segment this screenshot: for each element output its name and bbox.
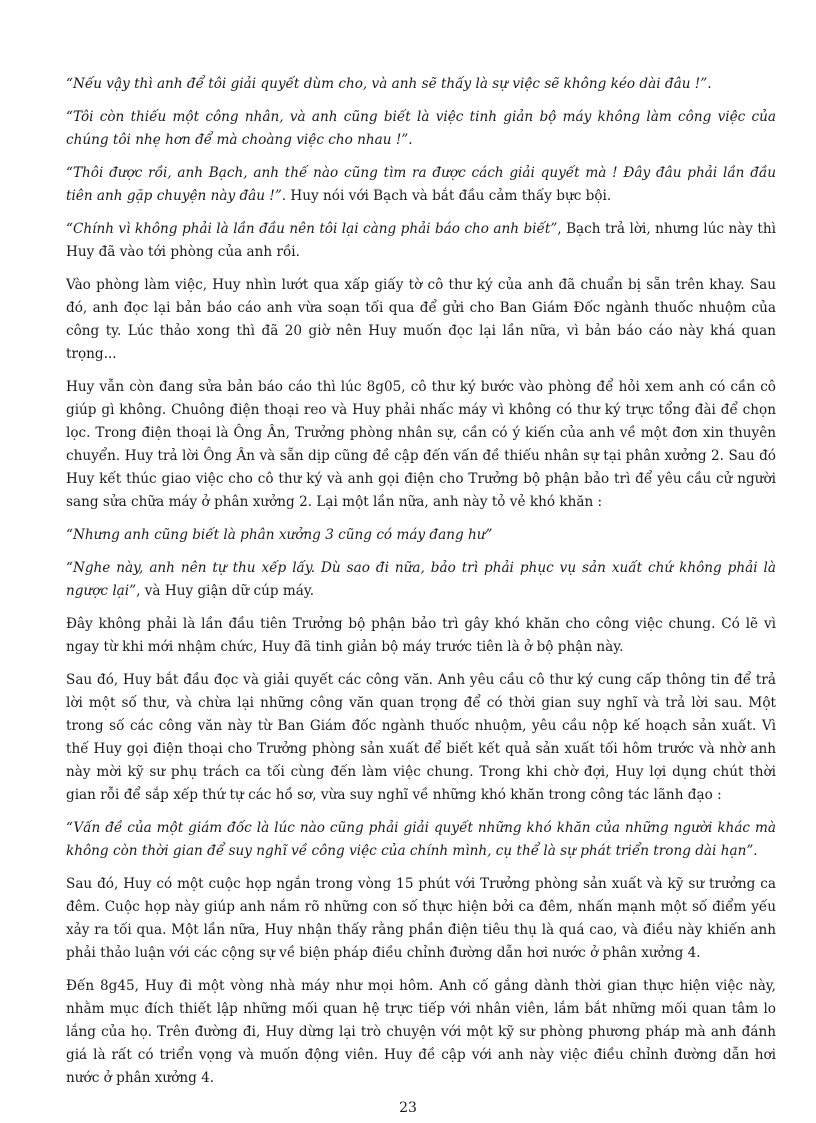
italic-text: “Chính vì không phải là lần đầu nên tôi lại càng phải báo cho anh biết” bbox=[66, 221, 558, 237]
page-number: 23 bbox=[399, 1100, 417, 1116]
paragraph bbox=[66, 873, 776, 965]
normal-text: . Huy nói với Bạch và bắt đầu cảm thấy bực bội. bbox=[281, 188, 612, 204]
paragraph bbox=[66, 669, 776, 807]
normal-text: , và Huy giận dữ cúp máy. bbox=[136, 583, 315, 599]
normal-text: Sau đó, Huy bắt đầu đọc và giải quyết các công văn. Anh yêu cầu cô thư ký cung cấp thông tin để trả lời một số thư, và chừa lại những công văn quan trọng để có thời gian suy nghĩ và trả lời sau. Một trong số các công văn này từ Ban Giám đốc ngành thuốc nhuộm, yêu cầu nộp kế hoạch sản xuất. Vì thế Huy gọi điện thoại cho Trưởng phòng sản xuất để biết kết quả sản xuất tối hôm trước và nhờ anh này mời kỹ sư phụ trách ca tối cùng đến làm việc chung. Trong khi chờ đợi, Huy lợi dụng chút thời gian rỗi để sắp xếp thứ tự các hồ sơ, vừa suy nghĩ về những khó khăn trong công tác lãnh đạo : bbox=[66, 672, 776, 803]
normal-text: Huy vẫn còn đang sửa bản báo cáo thì lúc 8g05, cô thư ký bước vào phòng để hỏi xem anh có cần cô giúp gì không. Chuông điện thoại reo và Huy phải nhấc máy vì không có thư ký trực tổng đài để chọn lọc. Trong điện thoại là Ông Ân, Trưởng phòng nhân sự, cần có ý kiến của anh về một đơn xin thuyên chuyển. Huy trả lời Ông Ân và sẵn dịp cũng đề cập đến vấn đề thiếu nhân sự tại phân xưởng 2. Sau đó Huy kết thúc giao việc cho cô thư ký và anh gọi điện cho Trưởng bộ phận bảo trì để yêu cầu cử người sang sửa chữa máy ở phân xưởng 2. Lại một lần nữa, anh này tỏ vẻ khó khăn : bbox=[66, 379, 776, 510]
italic-text: “Vấn đề của một giám đốc là lúc nào cũng phải giải quyết những khó khăn của những người khác mà không còn thời gian để suy nghĩ về công việc của chính mình, cụ thể là sự phát triển trong dài hạn” bbox=[66, 820, 776, 859]
paragraph bbox=[66, 613, 776, 659]
paragraph bbox=[66, 817, 776, 863]
italic-text: “Thôi được rồi, anh Bạch, anh thế nào cũng tìm ra được cách giải quyết mà ! Đây đâu phải lần đầu tiên anh gặp chuyện này đâu !” bbox=[66, 165, 776, 204]
paragraph bbox=[66, 218, 776, 264]
normal-text: . bbox=[753, 843, 758, 859]
paragraph bbox=[66, 106, 776, 152]
normal-text: . bbox=[408, 132, 413, 148]
normal-text: Sau đó, Huy có một cuộc họp ngắn trong vòng 15 phút với Trưởng phòng sản xuất và kỹ sư trưởng ca đêm. Cuộc họp này giúp anh nắm rõ những con số thực hiện bởi ca đêm, nhấn mạnh một số điểm yếu xảy ra tối qua. Một lần nữa, Huy nhận thấy rằng phần điện tiêu thụ là quá cao, và điều này khiến anh phải thảo luận với các cộng sự về biện pháp điều chỉnh đường dẫn hơi nước ở phân xưởng 4. bbox=[66, 876, 776, 961]
paragraph bbox=[66, 274, 776, 366]
paragraph bbox=[66, 73, 776, 96]
normal-text: , Bạch trả lời, nhưng lúc này thì Huy đã vào tới phòng của anh rồi. bbox=[66, 221, 777, 260]
italic-text: “Tôi còn thiếu một công nhân, và anh cũng biết là việc tinh giản bộ máy không làm công việc của chúng tôi nhẹ hơn để mà choàng việc cho nhau !” bbox=[66, 109, 776, 148]
paragraph bbox=[66, 376, 776, 514]
italic-text: “Nghe này, anh nên tự thu xếp lấy. Dù sao đi nữa, bảo trì phải phục vụ sản xuất chứ không phải là ngược lại” bbox=[66, 560, 776, 599]
normal-text: Đây không phải là lần đầu tiên Trưởng bộ phận bảo trì gây khó khăn cho công việc chung. Có lẽ vì ngay từ khi mới nhậm chức, Huy đã tinh giản bộ máy trước tiên là ở bộ phận này. bbox=[66, 616, 776, 655]
paragraph bbox=[66, 975, 776, 1090]
paragraph bbox=[66, 162, 776, 208]
normal-text: Vào phòng làm việc, Huy nhìn lướt qua xấp giấy tờ cô thư ký của anh đã chuẩn bị sẵn trên khay. Sau đó, anh đọc lại bản báo cáo anh vừa soạn tối qua để gửi cho Ban Giám Đốc ngành thuốc nhuộm của công ty. Lúc thảo xong thì đã 20 giờ nên Huy muốn đọc lại lần nữa, vì bản báo cáo này khá quan trọng... bbox=[66, 277, 776, 362]
italic-text: “Nếu vậy thì anh để tôi giải quyết dùm cho, và anh sẽ thấy là sự việc sẽ không kéo dài đâu !” bbox=[66, 76, 708, 92]
body-text bbox=[66, 73, 776, 1100]
italic-text: “Nhưng anh cũng biết là phân xưởng 3 cũng có máy đang hư” bbox=[66, 527, 493, 543]
normal-text: . bbox=[707, 76, 712, 92]
paragraph bbox=[66, 557, 776, 603]
normal-text: Đến 8g45, Huy đi một vòng nhà máy như mọi hôm. Anh cố gắng dành thời gian thực hiện việc này, nhằm mục đích thiết lập những mối quan hệ trực tiếp với nhân viên, lắm bắt những mối quan tâm lo lắng của họ. Trên đường đi, Huy dừng lại trò chuyện với một kỹ sư phòng phương pháp mà anh đánh giá là rất có triển vọng và muốn động viên. Huy đề cập với anh này việc điều chỉnh đường dẫn hơi nước ở phân xưởng 4. bbox=[66, 978, 776, 1086]
paragraph bbox=[66, 524, 776, 547]
